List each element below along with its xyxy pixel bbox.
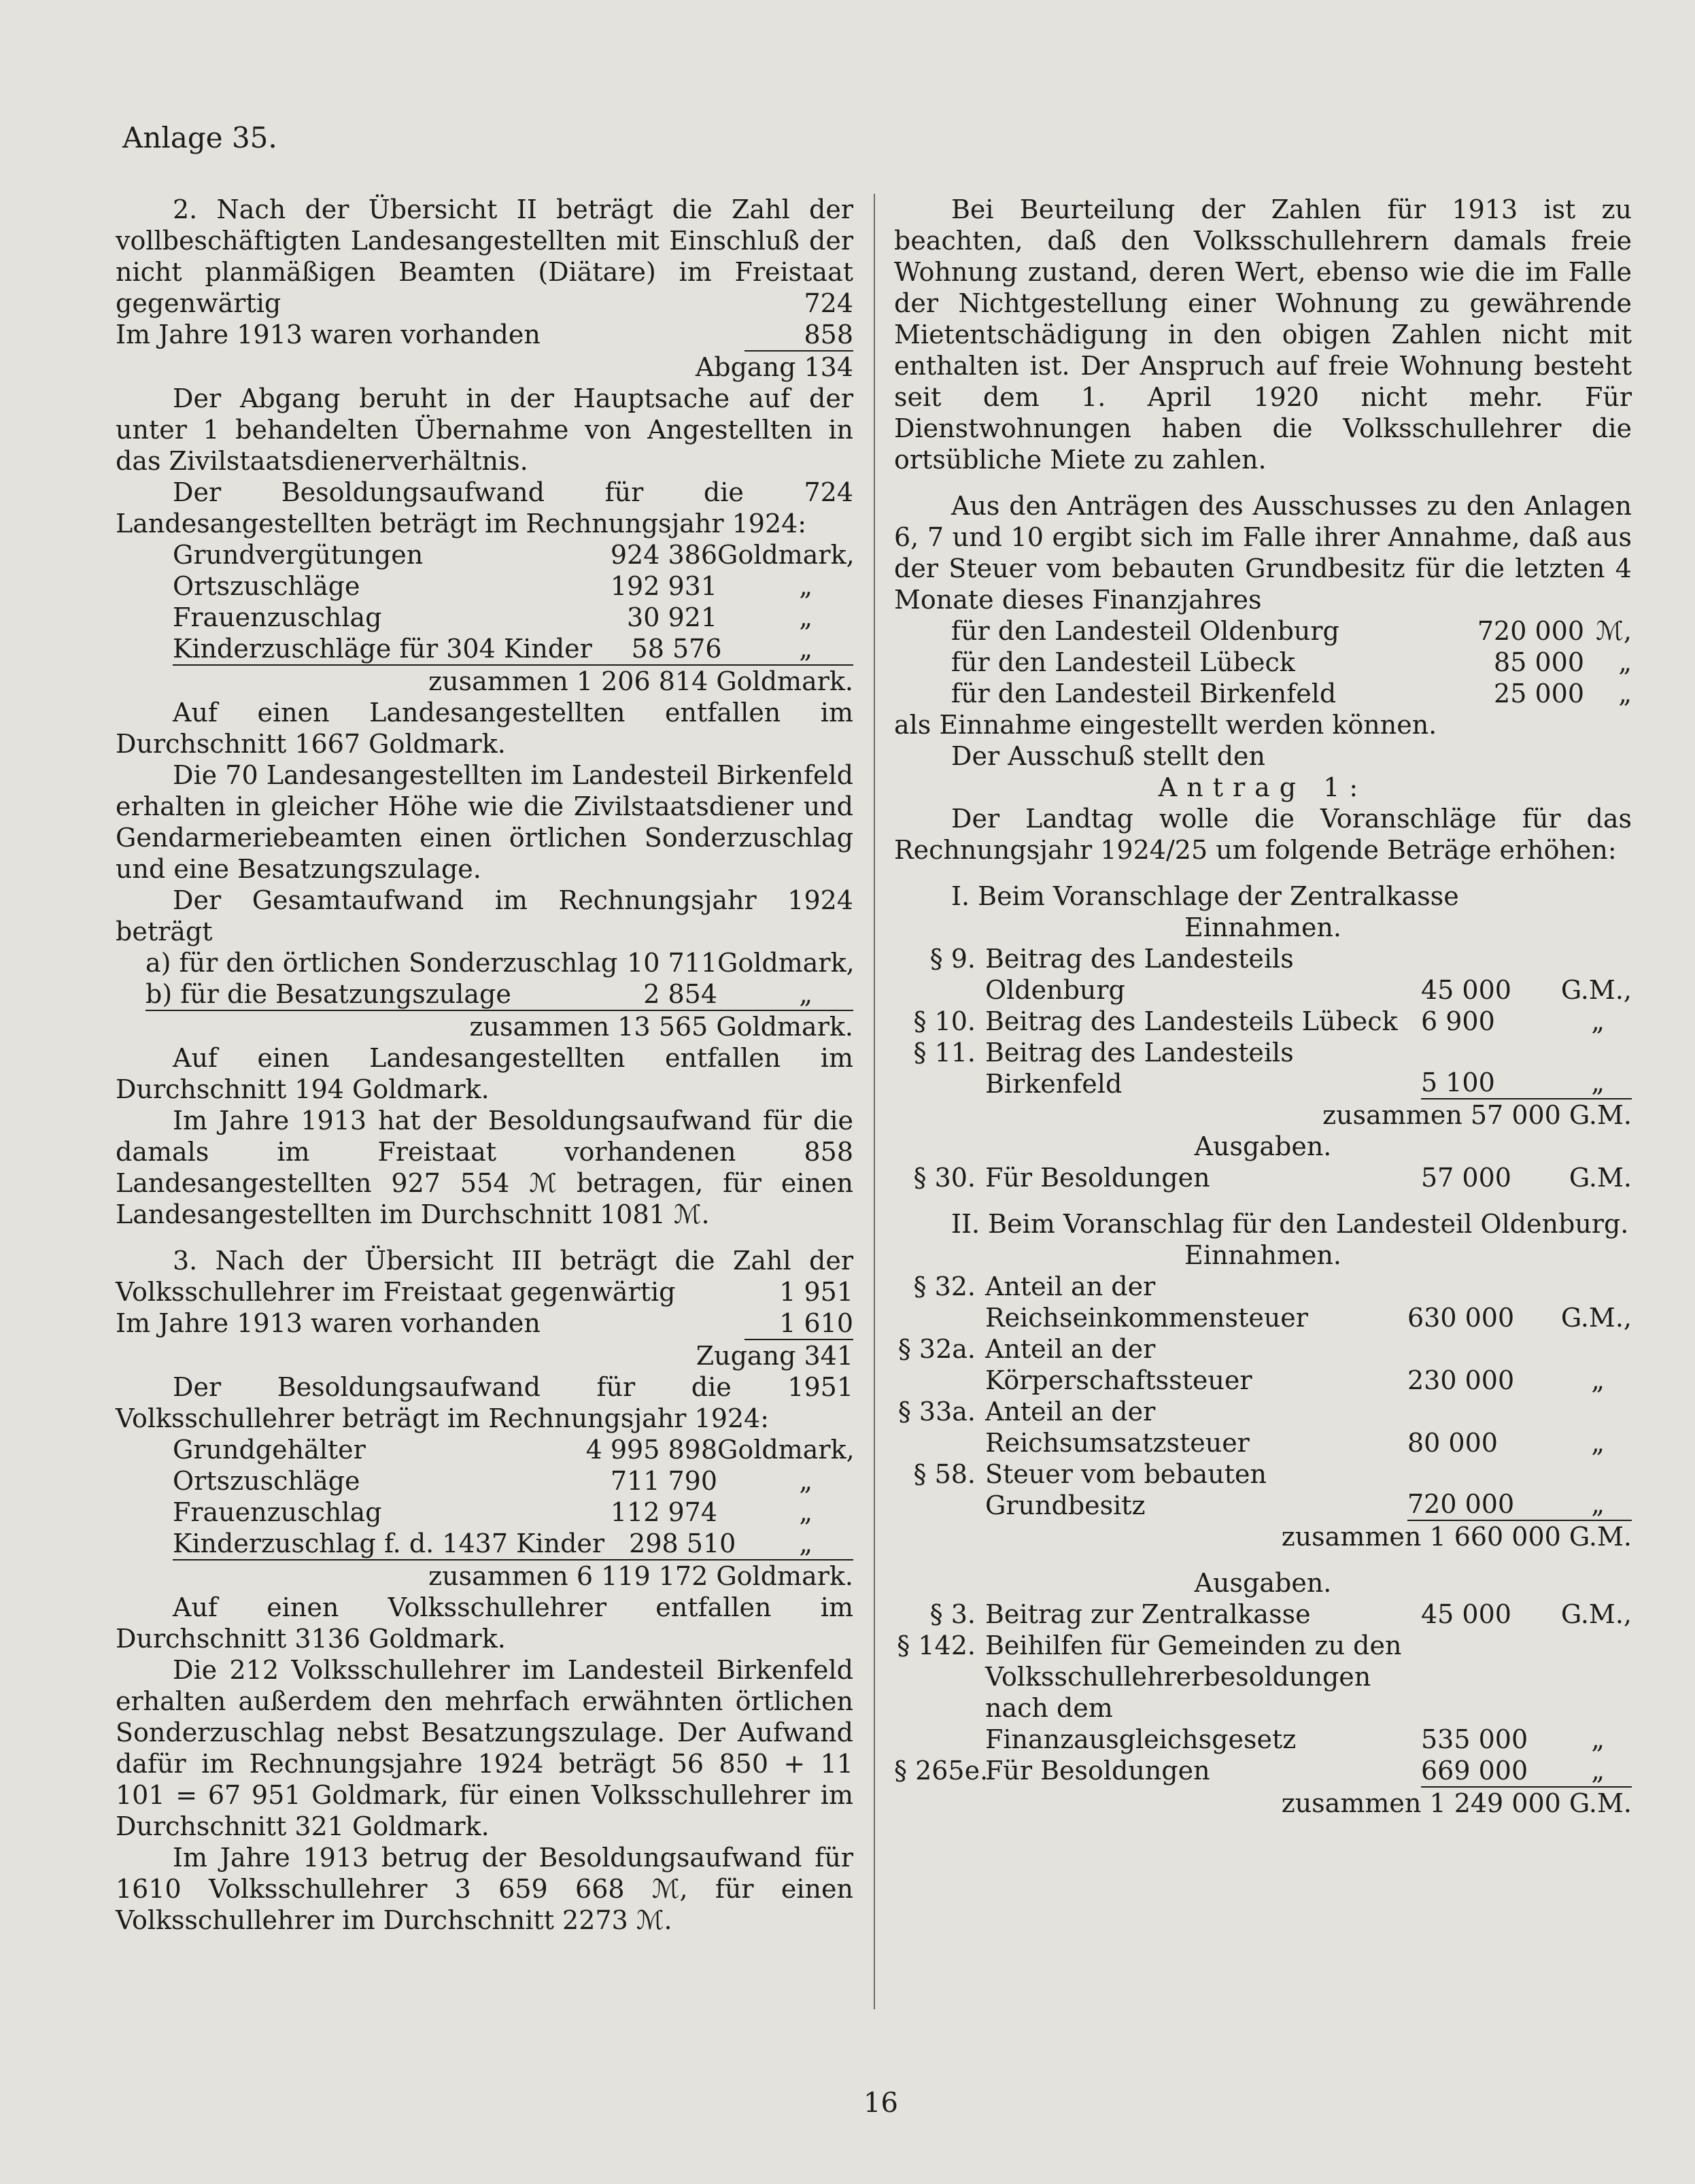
subheading-ausgaben: Ausgaben. [1194, 1568, 1332, 1598]
paragraph: 2. Nach der Übersicht II beträgt die Zahl der vollbeschäftigten Landesangestellten mit Einschluß der nicht planmäßigen Beamten (Diätare) im Freistaat gegenwärtig 724 [116, 194, 853, 318]
subheading-ausgaben: Ausgaben. [1194, 1131, 1332, 1161]
table-row: Frauenzuschlag 112 974 „ [173, 1497, 812, 1527]
table-row: Frauenzuschlag 30 921 „ [173, 602, 812, 632]
section-2-ausgaben [894, 1599, 1632, 1788]
paragraph: Auf einen Volksschullehrer entfallen im Durchschnitt 3136 Goldmark. [116, 1592, 853, 1654]
section-heading: I. Beim Voranschlage der Zentralkasse [951, 881, 1459, 911]
landesteil-table [894, 615, 1632, 709]
section-total: zusammen 57 000 G.M. [1322, 1100, 1632, 1130]
list-item: § 30. Für Besoldungen 57 000 G.M. [913, 1163, 1632, 1193]
table-row: a) für den örtlichen Sonderzuschlag 10 711 Goldmark, [145, 948, 855, 978]
paragraph: Der Abgang beruht in der Hauptsache auf der unter 1 behandelten Übernahme von Angestellten in das Zivilstaatsdienerverhältnis. [116, 383, 853, 476]
antrag-heading: Antrag 1: [1158, 772, 1368, 802]
table-total: zusammen 6 119 172 Goldmark. [428, 1561, 853, 1591]
table-row: für den Landesteil Oldenburg 720 000 ℳ, [951, 616, 1632, 646]
list-item: § 10. Beitrag des Landesteils Lübeck 6 900 „ [913, 1006, 1605, 1036]
paragraph: Der Ausschuß stellt den [951, 741, 1266, 771]
paragraph: 3. Nach der Übersicht III beträgt die Zahl der Volksschullehrer im Freistaat gegenwärtig 1 951 [116, 1246, 853, 1307]
section-1-einnahmen [894, 943, 1632, 1099]
salary-table-1 [116, 539, 853, 666]
zugang-total: Zugang 341 [696, 1341, 853, 1371]
paragraph: Aus den Anträgen des Ausschusses zu den Anlagen 6, 7 und 10 ergibt sich im Falle ihrer Annahme, daß aus der Steuer vom bebauten Grundbesitz für die letzten 4 Monate dieses Finanzjahres [894, 491, 1632, 615]
table-row: Kinderzuschlag f. d. 1437 Kinder 298 510 „ [173, 1528, 853, 1560]
abgang-total: Abgang 134 [695, 352, 853, 382]
subheading-einnahmen: Einnahmen. [1184, 1240, 1342, 1270]
paragraph: Der Gesamtaufwand im Rechnungsjahr 1924 beträgt [116, 885, 853, 946]
list-item: § 9. Beitrag des Landesteils Oldenburg 45 000 G.M., [929, 944, 1632, 1005]
salary-table-3 [116, 1434, 853, 1560]
list-item: § 33a. Anteil an der Reichsumsatzsteuer 80 000 „ [897, 1397, 1605, 1458]
salary-table-2 [116, 947, 853, 1011]
paragraph: Der Besoldungsaufwand für die 1951 Volksschullehrer beträgt im Rechnungsjahr 1924: [116, 1372, 853, 1433]
list-item: § 32. Anteil an der Reichseinkommensteuer 630 000 G.M., [913, 1272, 1632, 1333]
section-total: zusammen 1 660 000 G.M. [1281, 1522, 1632, 1552]
paragraph: Im Jahre 1913 betrug der Besoldungsaufwand für 1610 Volksschullehrer 3 659 668 ℳ, für einen Volksschullehrer im Durchschnitt 2273 ℳ. [116, 1843, 853, 1935]
table-total: zusammen 13 565 Goldmark. [469, 1012, 853, 1042]
table-row: Kinderzuschläge für 304 Kinder 58 576 „ [173, 633, 853, 666]
paragraph: Die 212 Volksschullehrer im Landesteil Birkenfeld erhalten außerdem den mehrfach erwähnten örtlichen Sonderzuschlag nebst Besatzungszulage. Der Aufwand dafür im Rechnungsjahre 1924 beträgt 56 850 + 11 101 = 67 951 Goldmark, für einen Volksschullehrer im Durchschnitt 321 Goldmark. [116, 1655, 853, 1841]
table-total: zusammen 1 206 814 Goldmark. [428, 666, 853, 696]
page-number: 16 [863, 2087, 898, 2119]
table-row: Grundvergütungen 924 386 Goldmark, [173, 540, 855, 570]
list-item: § 32a. Anteil an der Körperschaftssteuer 230 000 „ [897, 1334, 1605, 1395]
list-item: § 3. Beitrag zur Zentralkasse 45 000 G.M., [929, 1599, 1632, 1629]
page-header: Anlage 35. [122, 121, 277, 154]
paragraph: Bei Beurteilung der Zahlen für 1913 ist zu beachten, daß den Volksschullehrern damals freie Wohnung zustand, deren Wert, ebenso wie die im Falle der Nichtgestellung einer Wohnung zu gewährende Mietentschädigung in den obigen Zahlen nicht mit enthalten ist. Der Anspruch auf freie Wohnung besteht seit dem 1. April 1920 nicht mehr. Für Dienstwohnungen haben die Volksschullehrer die ortsübliche Miete zu zahlen. [894, 194, 1632, 475]
left-column [116, 194, 853, 1936]
table-row: für den Landesteil Birkenfeld 25 000 „ [951, 679, 1632, 709]
list-item: § 11. Beitrag des Landesteils Birkenfeld 5 100 „ [894, 1037, 1632, 1099]
section-2-einnahmen [894, 1271, 1632, 1521]
right-column [894, 194, 1632, 1819]
column-divider [874, 194, 875, 2009]
section-total: zusammen 1 249 000 G.M. [1281, 1788, 1632, 1818]
subheading-einnahmen: Einnahmen. [1184, 912, 1342, 942]
paragraph: Im Jahre 1913 hat der Besoldungsaufwand für die damals im Freistaat vorhandenen 858 Landesangestellten 927 554 ℳ betragen, für einen Landesangestellten im Durchschnitt 1081 ℳ. [116, 1106, 853, 1229]
paragraph: Der Besoldungsaufwand für die 724 Landesangestellten beträgt im Rechnungsjahr 1924: [116, 477, 853, 539]
table-row: für den Landesteil Lübeck 85 000 „ [951, 647, 1632, 677]
table-row: b) für die Besatzungszulage 2 854 „ [145, 978, 853, 1011]
list-item: § 265e. Für Besoldungen 669 000 „ [894, 1755, 1632, 1788]
paragraph: Auf einen Landesangestellten entfallen im Durchschnitt 194 Goldmark. [116, 1043, 853, 1104]
table-row: Ortszuschläge 711 790 „ [173, 1466, 812, 1496]
list-item: § 58. Steuer vom bebauten Grundbesitz 720 000 „ [894, 1458, 1632, 1521]
table-row: Im Jahre 1913 waren vorhanden 858 [116, 319, 853, 352]
paragraph: Auf einen Landesangestellten entfallen im Durchschnitt 1667 Goldmark. [116, 698, 853, 759]
paragraph: Der Landtag wolle die Voranschläge für das Rechnungsjahr 1924/25 um folgende Beträge erhöhen: [894, 804, 1632, 865]
list-item: § 142. Beihilfen für Gemeinden zu den Volksschullehrerbesoldungen nach dem Finanzausgleichsgesetz 535 000 „ [897, 1631, 1605, 1754]
table-row: Ortszuschläge 192 931 „ [173, 571, 812, 601]
paragraph: als Einnahme eingestellt werden können. [894, 710, 1437, 740]
table-row: Grundgehälter 4 995 898 Goldmark, [173, 1435, 855, 1465]
table-row: Im Jahre 1913 waren vorhanden 1 610 [116, 1308, 853, 1340]
paragraph: Die 70 Landesangestellten im Landesteil Birkenfeld erhalten in gleicher Höhe wie die Zivilstaatsdiener und Gendarmeriebeamten einen örtlichen Sonderzuschlag und eine Besatzungszulage. [116, 760, 853, 884]
section-heading: II. Beim Voranschlag für den Landesteil Oldenburg. [951, 1209, 1629, 1239]
